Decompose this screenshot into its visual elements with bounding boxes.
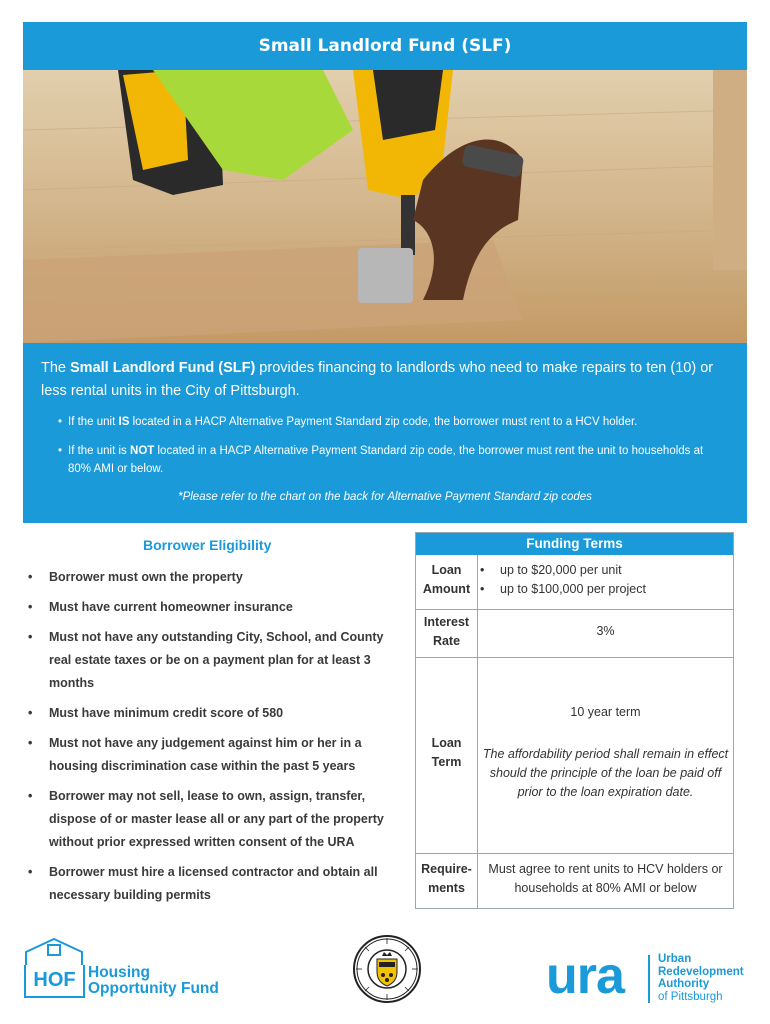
loan-term-label xyxy=(416,734,477,772)
city-seal xyxy=(352,934,422,1004)
label-line: Require- xyxy=(421,862,472,876)
ura-name-line: Authority xyxy=(658,978,710,990)
ura-divider xyxy=(648,955,650,1003)
ura-name-line: Redevelopment xyxy=(658,965,744,978)
bullet-emph: NOT xyxy=(130,445,155,457)
table-divider xyxy=(477,555,478,908)
label-line: Rate xyxy=(432,634,461,648)
funding-terms-table xyxy=(415,532,734,909)
list-item xyxy=(28,861,388,907)
requirements-label xyxy=(416,860,477,898)
bullet-dot-icon: • xyxy=(58,416,63,428)
eligibility-item-text: Borrower must own the property xyxy=(49,570,243,584)
list-item xyxy=(28,785,388,854)
bullet-dot-icon: • xyxy=(58,445,63,457)
row-divider xyxy=(416,657,733,658)
loan-amount-value xyxy=(478,561,733,599)
house-icon xyxy=(24,936,85,966)
label-line: Interest xyxy=(423,615,470,629)
list-item xyxy=(480,580,733,599)
intro-bullet xyxy=(58,413,708,431)
bullet-dot-icon: • xyxy=(28,706,33,720)
list-item xyxy=(28,626,388,695)
ura-name xyxy=(658,953,744,1003)
ura-name-line: Urban xyxy=(658,953,692,965)
bullet-post: located in a HACP Alternative Payment Standard zip code, the borrower must rent the unit to households at 80% AMI or below. xyxy=(68,445,704,475)
label-line: Amount xyxy=(422,582,471,596)
loan-amount-item: up to $100,000 per project xyxy=(500,582,646,596)
zip-code-note: *Please refer to the chart on the back for Alternative Payment Standard zip codes xyxy=(178,491,592,503)
intro-pre: The xyxy=(41,360,71,376)
row-divider xyxy=(416,853,733,854)
bullet-pre: If the unit is xyxy=(68,445,131,457)
eligibility-item-text: Must not have any judgement against him or her in a housing discrimination case within the past 5 years xyxy=(49,736,362,773)
bullet-emph: IS xyxy=(118,416,130,428)
ura-name-line: of Pittsburgh xyxy=(658,990,723,1003)
bullet-dot-icon: • xyxy=(28,865,33,879)
bullet-post: located in a HACP Alternative Payment Standard zip code, the borrower must rent to a HCV holder. xyxy=(129,416,638,428)
hof-abbr: HOF xyxy=(24,965,85,998)
eligibility-item-text: Borrower may not sell, lease to own, assign, transfer, dispose of or master lease all or any part of the property without prior expressed written consent of the URA xyxy=(49,789,384,849)
intro-panel xyxy=(23,343,747,523)
eligibility-title: Borrower Eligibility xyxy=(143,537,272,553)
loan-amount-label xyxy=(416,561,477,599)
intro-text xyxy=(41,357,731,403)
seal-icon xyxy=(352,934,422,1004)
eligibility-item-text: Must have minimum credit score of 580 xyxy=(49,706,284,720)
funding-terms-title: Funding Terms xyxy=(416,533,733,555)
row-divider xyxy=(416,609,733,610)
interest-rate-value: 3% xyxy=(596,624,615,638)
hof-name xyxy=(88,965,219,997)
intro-program-name: Small Landlord Fund (SLF) xyxy=(70,360,256,376)
label-line: Loan xyxy=(431,736,462,750)
intro-post: provides financing to landlords who need to make repairs to ten (10) or less rental units in the City of Pittsburgh. xyxy=(41,360,714,399)
hof-logo xyxy=(24,936,244,1006)
bullet-dot-icon: • xyxy=(28,630,33,644)
eligibility-item-text: Borrower must hire a licensed contractor and obtain all necessary building permits xyxy=(49,865,378,902)
bullet-dot-icon: • xyxy=(480,582,485,596)
label-line: Term xyxy=(431,755,462,769)
list-item xyxy=(480,561,733,580)
eligibility-list xyxy=(28,566,388,914)
requirements-value: Must agree to rent units to HCV holders or households at 80% AMI or below xyxy=(488,862,723,895)
list-item xyxy=(28,702,388,725)
page-title: Small Landlord Fund (SLF) xyxy=(23,22,747,70)
eligibility-item-text: Must have current homeowner insurance xyxy=(49,600,293,614)
label-line: Loan xyxy=(431,563,462,577)
hero-photo xyxy=(23,70,747,343)
list-item xyxy=(28,732,388,778)
hof-name-line: Housing xyxy=(88,964,150,981)
list-item xyxy=(28,596,388,619)
drill-photo-illustration xyxy=(23,70,747,343)
loan-amount-item: up to $20,000 per unit xyxy=(500,563,622,577)
bullet-dot-icon: • xyxy=(28,600,33,614)
affordability-note: The affordability period shall remain in effect should the principle of the loan be paid off prior to the loan expiration date. xyxy=(482,747,729,799)
bullet-dot-icon: • xyxy=(28,570,33,584)
hof-name-line: Opportunity Fund xyxy=(88,980,219,997)
ura-logo: ura xyxy=(546,947,624,1005)
bullet-dot-icon: • xyxy=(28,789,33,803)
list-item xyxy=(28,566,388,589)
loan-term-value: 10 year term xyxy=(570,705,641,719)
interest-rate-label xyxy=(416,613,477,651)
bullet-pre: If the unit xyxy=(68,416,119,428)
label-line: ments xyxy=(428,881,465,895)
eligibility-item-text: Must not have any outstanding City, School, and County real estate taxes or be on a payment plan for at least 3 months xyxy=(49,630,384,690)
bullet-dot-icon: • xyxy=(480,563,485,577)
bullet-dot-icon: • xyxy=(28,736,33,750)
intro-bullet xyxy=(58,442,708,478)
